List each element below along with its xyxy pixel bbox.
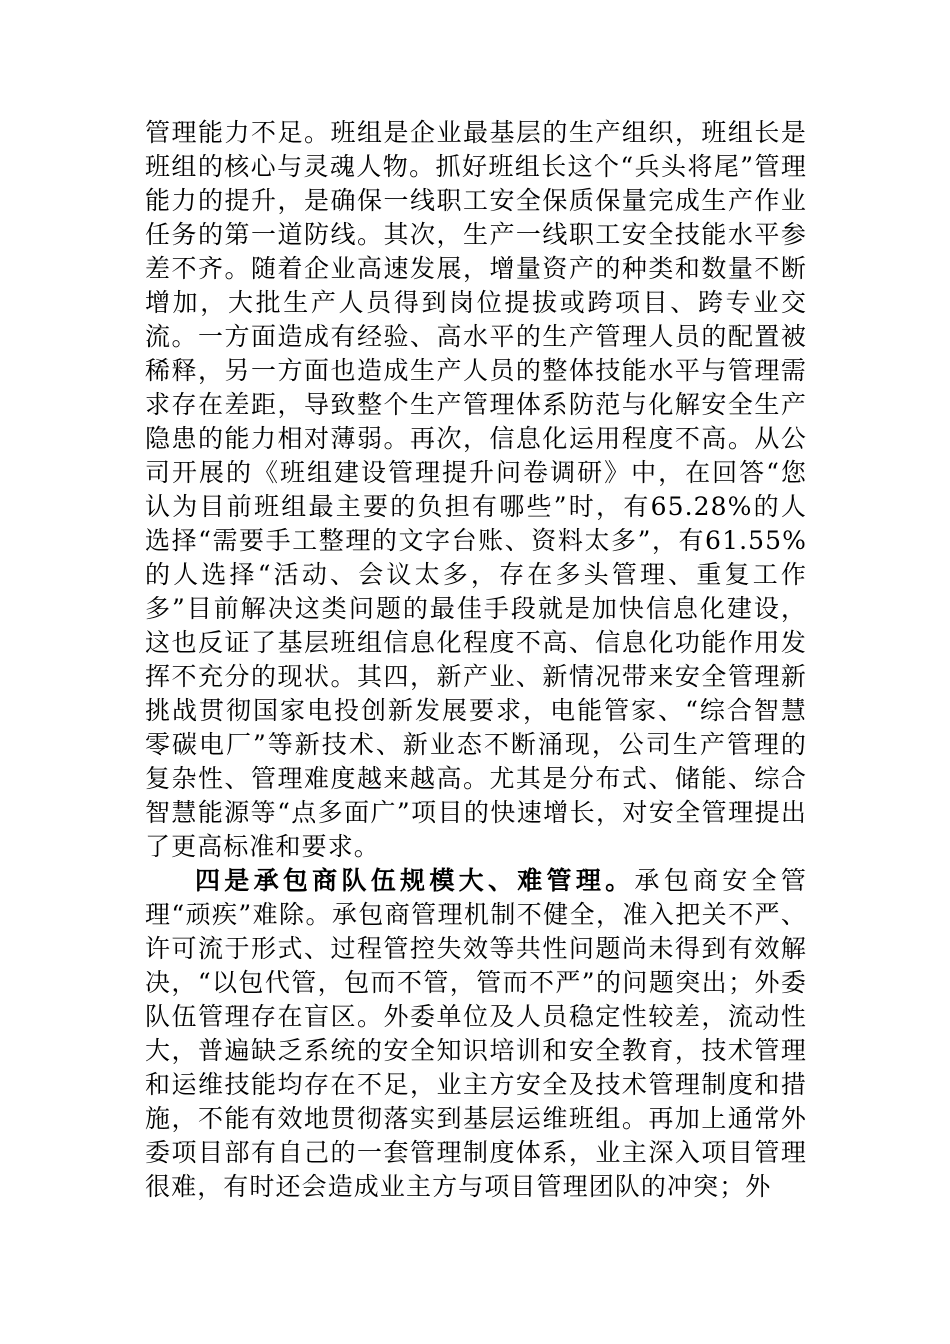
paragraph-1 <box>145 116 807 864</box>
document-page <box>145 116 807 1204</box>
paragraph-2-lead: 四是承包商队伍规模大、难管理。 <box>195 866 635 895</box>
paragraph-2-text: 承包商安全管理“顽疾”难除。承包商管理机制不健全，准入把关不严、许可流于形式、过程管控失效等共性问题尚未得到有效解决，“以包代管，包而不管，管而不严”的问题突出；外委队伍管理存在盲区。外委单位及人员稳定性较差，流动性大，普遍缺乏系统的安全知识培训和安全教育，技术管理和运维技能均存在不足，业主方安全及技术管理制度和措施，不能有效地贯彻落实到基层运维班组。再加上通常外委项目部有自己的一套管理制度体系，业主深入项目管理很难，有时还会造成业主方与项目管理团队的冲突；外 <box>145 866 807 1201</box>
paragraph-2 <box>145 864 807 1204</box>
paragraph-1-text: 管理能力不足。班组是企业最基层的生产组织，班组长是班组的核心与灵魂人物。抓好班组长这个“兵头将尾”管理能力的提升，是确保一线职工安全保质保量完成生产作业任务的第一道防线。其次，生产一线职工安全技能水平参差不齐。随着企业高速发展，增量资产的种类和数量不断增加，大批生产人员得到岗位提拔或跨项目、跨专业交流。一方面造成有经验、高水平的生产管理人员的配置被稀释，另一方面也造成生产人员的整体技能水平与管理需求存在差距，导致整个生产管理体系防范与化解安全生产隐患的能力相对薄弱。再次，信息化运用程度不高。从公司开展的《班组建设管理提升问卷调研》中，在回答“您认为目前班组最主要的负担有哪些”时，有65.28%的人选择“需要手工整理的文字台账、资料太多”，有61.55%的人选择“活动、会议太多，存在多头管理、重复工作多”目前解决这类问题的最佳手段就是加快信息化建设，这也反证了基层班组信息化程度不高、信息化功能作用发挥不充分的现状。其四，新产业、新情况带来安全管理新挑战贯彻国家电投创新发展要求，电能管家、“综合智慧零碳电厂”等新技术、新业态不断涌现，公司生产管理的复杂性、管理难度越来越高。尤其是分布式、储能、综合智慧能源等“点多面广”项目的快速增长，对安全管理提出了更高标准和要求。 <box>145 118 807 861</box>
